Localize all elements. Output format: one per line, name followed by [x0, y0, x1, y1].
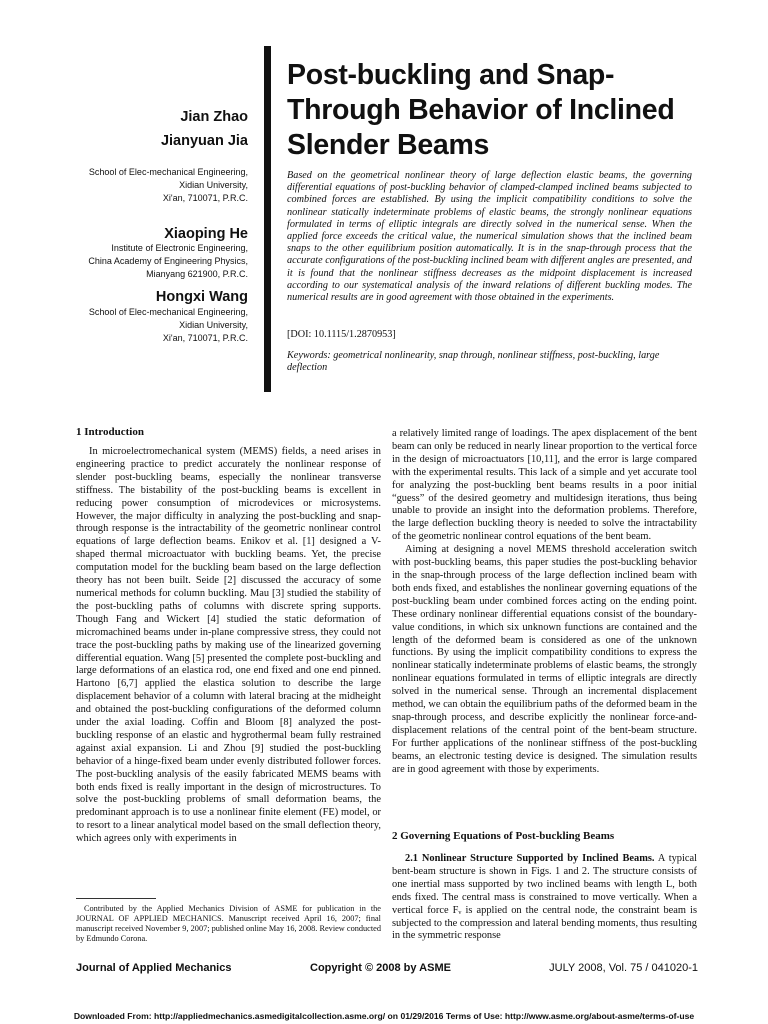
abstract: Based on the geometrical nonlinear theory of large deflection elastic beams, the governing differential equations of post-buckling behavior of clamped-clamped inclined beams subjected to combined forces are established. By using the implicit compatibility conditions to solve the nonlinear statically indeterminate problems of elastic beams, the strongly nonlinear equations formulated in terms of elliptic integrals are directly solved in the numerical sense. When the applied force exceeds the critical value, the numerical simulation shows that the inclined beam snaps to the other equilibrium position automatically. It is in the snap-through process that the accurate configurations of the post-buckling inclined beam with different angles are presented, and it is found that the nonlinear stiffness decreases as the midpoint displacement is increased according to our systematical analysis of the inward relations of different buckling modes. The numerical results are in good agreement with those obtained in the experiments.: [287, 170, 692, 304]
footnote: Contributed by the Applied Mechanics Division of ASME for publication in the JOURNAL OF APPLIED MECHANICS. Manuscript received April 16, 2007; final manuscript received November 9, 2007; published online May 16, 2008. Review conducted by Edmundo Corona.: [76, 904, 381, 943]
journal-name: Journal of Applied Mechanics: [76, 962, 232, 974]
author-affiliation: School of Elec-mechanical Engineering, Xidian University, Xi'an, 710071, P.R.C.: [88, 307, 248, 343]
download-notice: Downloaded From: http://appliedmechanics.asmedigitalcollection.asme.org/ on 01/29/2016 Terms of Use: http://www.asme.org/about-asme/terms-of-use: [73, 1011, 695, 1021]
author-affiliation: School of Elec-mechanical Engineering, Xidian University, Xi'an, 710071, P.R.C.: [88, 167, 248, 203]
author-name: Jian Zhao: [180, 109, 248, 125]
doi-link[interactable]: [DOI: 10.1115/1.2870953]: [287, 329, 396, 340]
author-name: Hongxi Wang: [155, 289, 248, 305]
footnote-rule: [76, 898, 156, 899]
subsection: [392, 853, 697, 943]
body-column-right: [392, 428, 697, 776]
subsection-heading: 2.1 Nonlinear Structure Supported by Inclined Beams.: [405, 853, 655, 864]
keywords: Keywords: geometrical nonlinearity, snap through, nonlinear stiffness, post-buckling, large deflection: [287, 350, 660, 374]
paragraph: Aiming at designing a novel MEMS threshold acceleration switch with post-buckling beams, this paper studies the post-buckling behavior in the snap-through process of the large deflection inclined beam with both ends fixed, and establishes the nonlinear governing equations of the post-buckling beam under combined forces acting on the ending point. These ordinary nonlinear differential equations consist of the boundary-value conditions, in which six unknown functions are contained and the length of the deformed beam is considered as one of the unknown functions. By using the implicit compatibility conditions to express the nonlinear statically indeterminate problems of elastic beams, the strongly nonlinear equations formulated in terms of elliptic integrals are directly solved in the numerical sense. Through an incremental displacement method, we can obtain the equilibrium paths of the deformed beam in the snap-through process, and describe explicitly the nonlinear force-and-displacement relations of the central point of the bent-beam structure. For further applications of the nonlinear stiffness of the post-buckling beams, an electronic testing device is designed. The simulation results are in good agreement with those by experiments.: [392, 544, 697, 775]
title-rule: [264, 46, 271, 392]
section-heading: 2 Governing Equations of Post-buckling Beams: [392, 830, 615, 842]
paragraph: In microelectromechanical system (MEMS) fields, a need arises in engineering practice to predict accurately the nonlinear response of slender post-buckling beams, especially the nonlinear transverse stiffness. The bistability of the post-buckling beams is excellent in reducing power consumption of microdevices or microsystems. However, the major difficulty in analyzing the post-buckling and snap-through response is the intractability of the geometric nonlinear control equations of large deflection beams. Enikov et al. [1] designed a V-shaped thermal microactuator with buckling beams. Yet, the precise computation model for the buckling beam based on the large deflection theory has not been built. Seide [2] discussed the accuracy of some numerical methods for column buckling. Mau [3] studied the stability of the post-buckling paths of columns with discrete spring supports. Though Fang and Wickert [4] studied the static deformation of micromachined beams under in-plane compressive stress, they could not trace the post-buckling paths by making use of the linearized governing differential equation. Wang [5] presented the complete post-buckling and large deformations of an elastica rod, one end fixed and one end pinned. Hartono [6,7] applied the elastica solution to describe the large displacement behavior of a column with lateral bracing at the midheight and obtained the post-buckling configurations of the deformed column under the axial loading. Coffin and Bloom [8] analyzed the post-buckling response of an elastic and hygrothermal beam fully restrained against axial expansion. Li and Zhou [9] studied the post-buckling behavior of a hinge-fixed beam under evenly distributed follower forces. The post-buckling analysis of the easily fabricated MEMS beams with both ends fixed is really important in the design of microstructures. To solve the post-buckling problems of small deformation beams, the predominant approach is to use a nonlinear finite element (FE) model, or to resort to a linear analytical model based on the small deflection theory, which agrees only with experiments in: [76, 446, 381, 845]
body-column-left: [76, 446, 381, 846]
paragraph: A typical bent-beam structure is shown in Figs. 1 and 2. The structure consists of one inertial mass supported by two inclined beams with length L, both ends fixed. The central mass is constrained to move vertically. When a vertical force Fᵥ is applied on the central node, the constraint beam is subjected to the compression and lateral bending moments, thus resulting in the symmetric response: [392, 853, 697, 942]
author-name: Xiaoping He: [164, 226, 248, 242]
copyright: Copyright © 2008 by ASME: [310, 962, 451, 974]
paragraph: a relatively limited range of loadings. The apex displacement of the bent beam can only be reduced in nearly linear proportion to the vertical force in the design of microactuators [10,11], and the error is large compared with the experimental results. This lack of a simple and yet accurate tool for analyzing the post-buckling bent beams results in a poor initial “guess” of the desired geometry and multidesign iterations, thus being unable to provide an insight into the deformation problems. Therefore, the large deflection buckling theory is needed to solve the intractability of the geometric nonlinear control equations of the bent beam.: [392, 428, 697, 543]
author-name: Jianyuan Jia: [160, 133, 248, 149]
author-affiliation: Institute of Electronic Engineering, China Academy of Engineering Physics, Mianyang 621900, P.R.C.: [88, 243, 248, 279]
section-heading: 1 Introduction: [76, 426, 144, 438]
issue-info: JULY 2008, Vol. 75 / 041020-1: [549, 962, 698, 974]
paper-title: Post-buckling and Snap-Through Behavior of Inclined Slender Beams: [287, 59, 675, 161]
